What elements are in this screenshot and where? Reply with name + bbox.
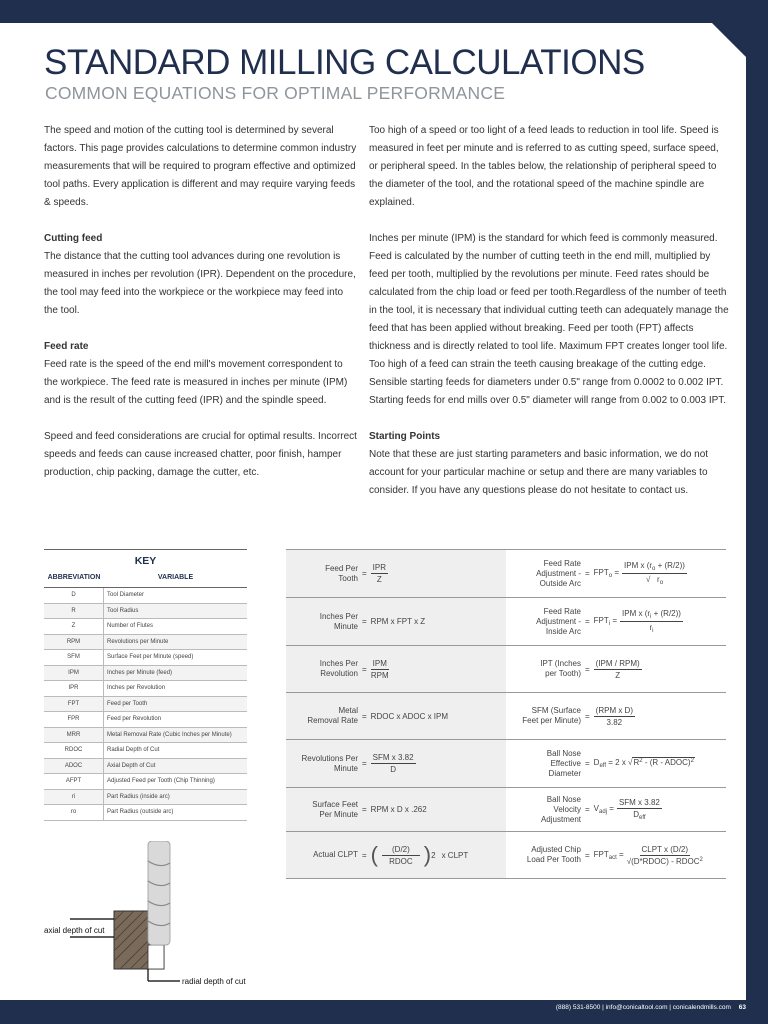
key-variable: Part Radius (inside arc) [107, 793, 170, 800]
key-row [44, 666, 247, 682]
page-title: STANDARD MILLING CALCULATIONS [44, 43, 645, 82]
key-abbreviation: RDOC [44, 743, 104, 758]
key-abbreviation: ADOC [44, 759, 104, 774]
adjusted-chip-load-formula: Adjusted Chip Load Per Tooth = $FPT_{act}$ = $\frac{\text{CLPT x (D/2)}}{√(D*RDOC) - RDOC^2}$ [506, 832, 726, 878]
key-variable: Part Radius (outside arc) [107, 809, 174, 816]
surface-feet-per-minute-formula: Surface Feet Per Minute = RPM x D x .262 [286, 788, 506, 831]
key-row [44, 619, 247, 635]
surface-feet-per-minute-alt-formula: SFM (Surface Feet per Minute) = $\frac{\text{(RPM x D)}}{3.82}$ [506, 693, 726, 739]
starting-points-heading: Starting Points [369, 431, 441, 442]
footer [556, 1004, 746, 1011]
key-abbreviation: D [44, 588, 104, 603]
starting-points-text: Note that these are just starting parameters and basic information, we do not account for your particular machine or setup and there are many variables to consider. If you have any questions please do not hesitate to contact us. [369, 449, 709, 496]
footer-contact: (888) 531-8500 | info@conicaltool.com | conicalendmills.com [555, 1004, 731, 1011]
radial-depth-label: radial depth of cut [182, 977, 246, 986]
key-abbreviation: MRR [44, 728, 104, 743]
key-row [44, 790, 247, 806]
formula-row [286, 646, 726, 693]
page-number: 63 [738, 1004, 746, 1011]
key-abbreviation: RPM [44, 635, 104, 650]
key-row [44, 712, 247, 728]
ball-nose-velocity-adjustment-formula: Ball Nose Velocity Adjustment = $V_{adj}$ = $\frac{\text{SFM x 3.82}}{D_{eff}}$ [506, 788, 726, 831]
key-row [44, 650, 247, 666]
key-variable: Feed per Tooth [107, 700, 148, 707]
inches-per-minute-formula: Inches Per Minute = RPM x FPT x Z [286, 598, 506, 645]
key-abbreviation: R [44, 604, 104, 619]
key-abbreviation: FPR [44, 712, 104, 727]
key-row [44, 681, 247, 697]
key-header [44, 568, 247, 588]
key-variable: Feed per Revolution [107, 716, 162, 723]
key-row [44, 604, 247, 620]
page [0, 23, 746, 1000]
feed-rate-heading: Feed rate [44, 341, 89, 352]
key-abbreviation: r o [44, 805, 104, 820]
formula-row [286, 693, 726, 740]
key-variable: Revolutions per Minute [107, 638, 169, 645]
cutting-feed-text: The distance that the cutting tool advances during one revolution is measured in inches per revolution (IPR). Dependent on the procedure, the tool may feed into the workpiece or the workpiece may feed into the tool. [44, 251, 356, 316]
key-row [44, 759, 247, 775]
radial-cut-notch [148, 945, 164, 969]
end-mill-tool [148, 841, 170, 945]
key-abbreviation: r i [44, 790, 104, 805]
formula-table [286, 549, 726, 879]
key-row [44, 774, 247, 790]
key-abbreviation: IPM [44, 666, 104, 681]
formula-row [286, 550, 726, 598]
key-abbreviation: AFPT [44, 774, 104, 789]
considerations-text: Speed and feed considerations are crucial for optimal results. Incorrect speeds and feeds can cause increased chatter, poor finish, hamper production, chip packing, damage the cutter, etc. [44, 431, 357, 478]
key-variable: Radial Depth of Cut [107, 747, 160, 754]
revolutions-per-minute-formula: Revolutions Per Minute = $\frac{\text{SFM x 3.82}}{D}$ [286, 740, 506, 787]
key-row [44, 635, 247, 651]
key-variable: Tool Diameter [107, 592, 145, 599]
feed-rate-inside-arc-formula: Feed Rate Adjustment - Inside Arc = $FPT_i$ = $\frac{IPM x (r_i + (R/2))}{r_i}$ [506, 598, 726, 645]
key-abbreviation: Z [44, 619, 104, 634]
key-variable: Inches per Revolution [107, 685, 166, 692]
key-variable: Number of Flutes [107, 623, 154, 630]
corner-decoration [712, 23, 746, 57]
key-abbreviation: FPT [44, 697, 104, 712]
inches-per-revolution-formula: Inches Per Revolution = $\frac{\text{IPM}}{\text{RPM}}$ [286, 646, 506, 692]
formula-row [286, 740, 726, 788]
depth-of-cut-diagram [40, 841, 270, 991]
ipm-text: Inches per minute (IPM) is the standard for which feed is commonly measured. Feed is calculated by the number of cutting teeth in the end mill, multiplied by feed per tooth, multiplied by the revolutions per minute. Feed rates should be calculated from the chip load or feed per tooth.Regardless of the number of teeth in the tool, it is necessary that individual cutting teeth can adequately manage the feed that has been applied without breaking. Feed per tooth (FPT) affects thickness and is directly related to tool life. Maximum FPT creates longer tool life. Too high of a feed can strain the teeth causing breakage of the cutting edge. Sensible starting feeds for diameters under 0.5" range from 0.0002 to 0.002 IPT. Starting feeds for end mills over 0.5" diameter will range from 0.002 to 0.003 IPT. [369, 233, 729, 406]
feed-rate-outside-arc-formula: Feed Rate Adjustment - Outside Arc = $FPT_o$ = $\frac{IPM x (r_o + (R/2))}{√ r_o}$ [506, 550, 726, 597]
key-variable: Tool Radius [107, 607, 139, 614]
key-row [44, 728, 247, 744]
cutting-feed-heading: Cutting feed [44, 233, 103, 244]
axial-depth-label: axial depth of cut [44, 926, 105, 935]
intro-text: The speed and motion of the cutting tool is determined by several factors. This page provides calculations to determine common industry measurements that will be required to program effective and optimized tool paths. Every application is different and may require varying feeds & speeds. [44, 125, 357, 208]
key-variable: Metal Removal Rate (Cubic Inches per Minute) [107, 731, 232, 738]
right-column [369, 122, 729, 500]
key-abbreviation: IPR [44, 681, 104, 696]
key-rows [44, 588, 247, 821]
page-subtitle: COMMON EQUATIONS FOR OPTIMAL PERFORMANCE [45, 83, 506, 103]
speed-text: Too high of a speed or too light of a feed leads to reduction in tool life. Speed is measured in feet per minute and is referred to as cutting speed, surface speed, or peripheral speed. In the tables below, the relationship of peripheral speed to the diameter of the tool, and the rotational speed of the machine spindle are explained. [369, 125, 719, 208]
key-col-variable: VARIABLE [157, 574, 194, 581]
key-table [44, 549, 247, 821]
key-row [44, 588, 247, 604]
actual-clpt-formula: Actual CLPT = ( $\frac{(D/2)}{\text{RDOC}}$ ) 2 x CLPT [286, 832, 506, 878]
ball-nose-effective-diameter-formula: Ball Nose Effective Diameter = $D_{eff} = 2$ x $√R^2 - (R$ - ADOC)$^2$ [506, 740, 726, 787]
feed-per-tooth-formula: Feed Per Tooth = $\frac{\text{IPR}}{Z}$ [286, 550, 506, 597]
formula-row [286, 832, 726, 879]
left-column [44, 122, 358, 482]
metal-removal-rate-formula: Metal Removal Rate = RDOC x ADOC x IPM [286, 693, 506, 739]
key-col-abbreviation: ABBREVIATION [47, 574, 101, 581]
key-abbreviation: SFM [44, 650, 104, 665]
inches-per-tooth-formula: IPT (Inches per Tooth) = $\frac{\text{(IPM / RPM)}}{Z}$ [506, 646, 726, 692]
key-variable: Axial Depth of Cut [107, 762, 156, 769]
key-row [44, 697, 247, 713]
key-row [44, 743, 247, 759]
key-variable: Adjusted Feed per Tooth (Chip Thinning) [107, 778, 215, 785]
formula-row [286, 788, 726, 832]
formula-row [286, 598, 726, 646]
feed-rate-text: Feed rate is the speed of the end mill's movement correspondent to the workpiece. The feed rate is measured in inches per minute (IPM) and is the result of the cutting feed (IPR) and the spindle speed. [44, 359, 348, 406]
key-variable: Surface Feet per Minute (speed) [107, 654, 194, 661]
key-title: KEY [134, 555, 157, 567]
key-variable: Inches per Minute (feed) [107, 669, 173, 676]
key-row [44, 805, 247, 821]
